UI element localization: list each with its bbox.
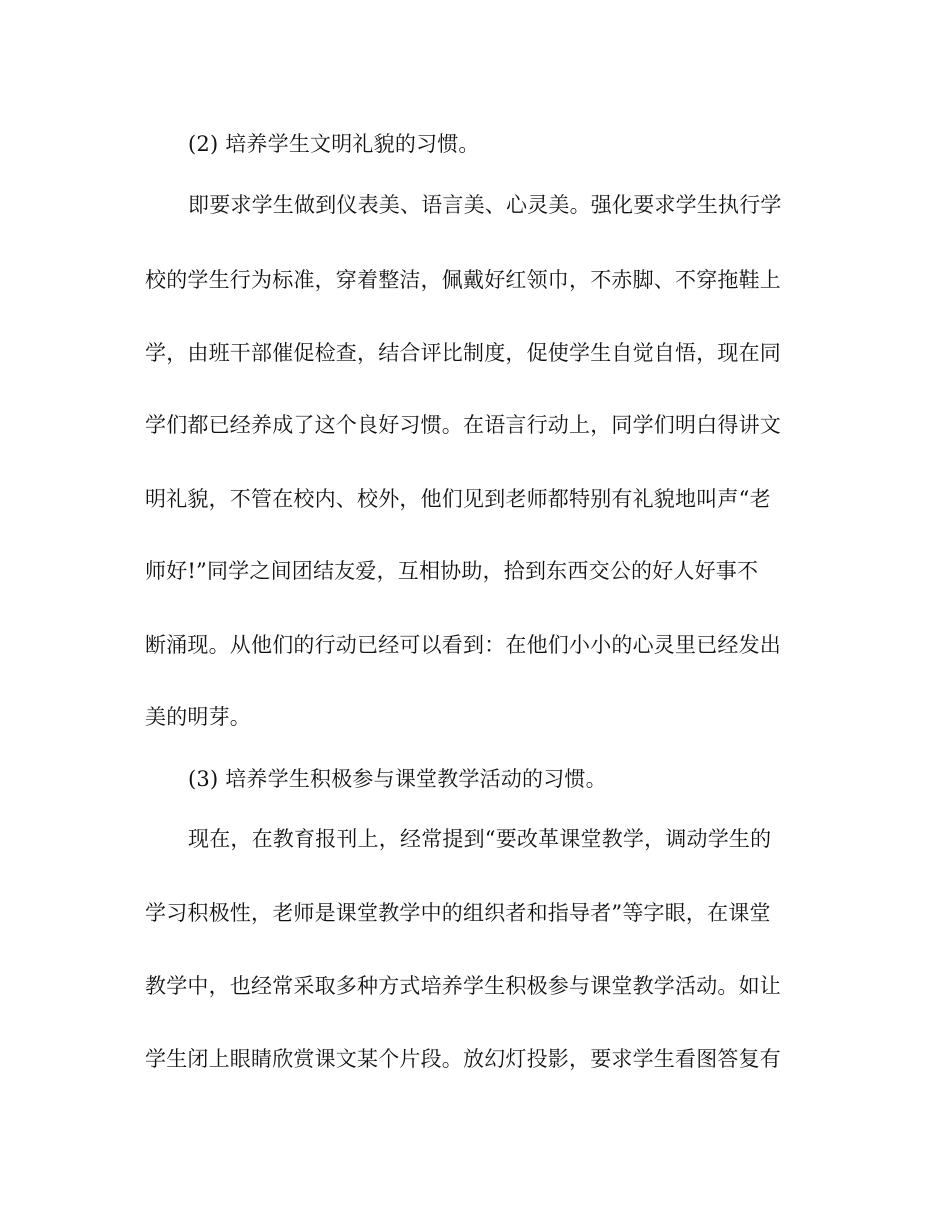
paragraph-line: 学习积极性，老师是课堂教学中的组织者和指导者”等字眼，在课堂 bbox=[145, 901, 771, 925]
paragraph-line: 即要求学生做到仪表美、语言美、心灵美。强化要求学生执行学 bbox=[188, 193, 782, 217]
paragraph-line: 教学中，也经常采取多种方式培养学生积极参与课堂教学活动。如让 bbox=[145, 974, 781, 998]
paragraph-line: 学生闭上眼睛欣赏课文某个片段。放幻灯投影，要求学生看图答复有 bbox=[145, 1047, 781, 1071]
section-heading-2: (2) 培养学生文明礼貌的习惯。 bbox=[188, 132, 480, 156]
section-heading-3: (3) 培养学生积极参与课堂教学活动的习惯。 bbox=[188, 767, 607, 791]
paragraph-line: 校的学生行为标准，穿着整洁，佩戴好红领巾，不赤脚、不穿拖鞋上 bbox=[145, 268, 781, 292]
paragraph-line: 断涌现。从他们的行动已经可以看到：在他们小小的心灵里已经发出 bbox=[145, 633, 781, 657]
paragraph-line: 美的明芽。 bbox=[145, 705, 251, 729]
paragraph-line: 师好!”同学之间团结友爱，互相协助，拾到东西交公的好人好事不 bbox=[145, 559, 759, 583]
paragraph-line: 学，由班干部催促检查，结合评比制度，促使学生自觉自悟，现在同 bbox=[145, 341, 781, 365]
paragraph-line: 学们都已经养成了这个良好习惯。在语言行动上，同学们明白得讲文 bbox=[145, 413, 781, 437]
paragraph-line: 现在，在教育报刊上，经常提到“要改革课堂教学，调动学生的 bbox=[188, 827, 772, 851]
paragraph-line: 明礼貌，不管在校内、校外，他们见到老师都特别有礼貌地叫声“老 bbox=[145, 487, 771, 511]
